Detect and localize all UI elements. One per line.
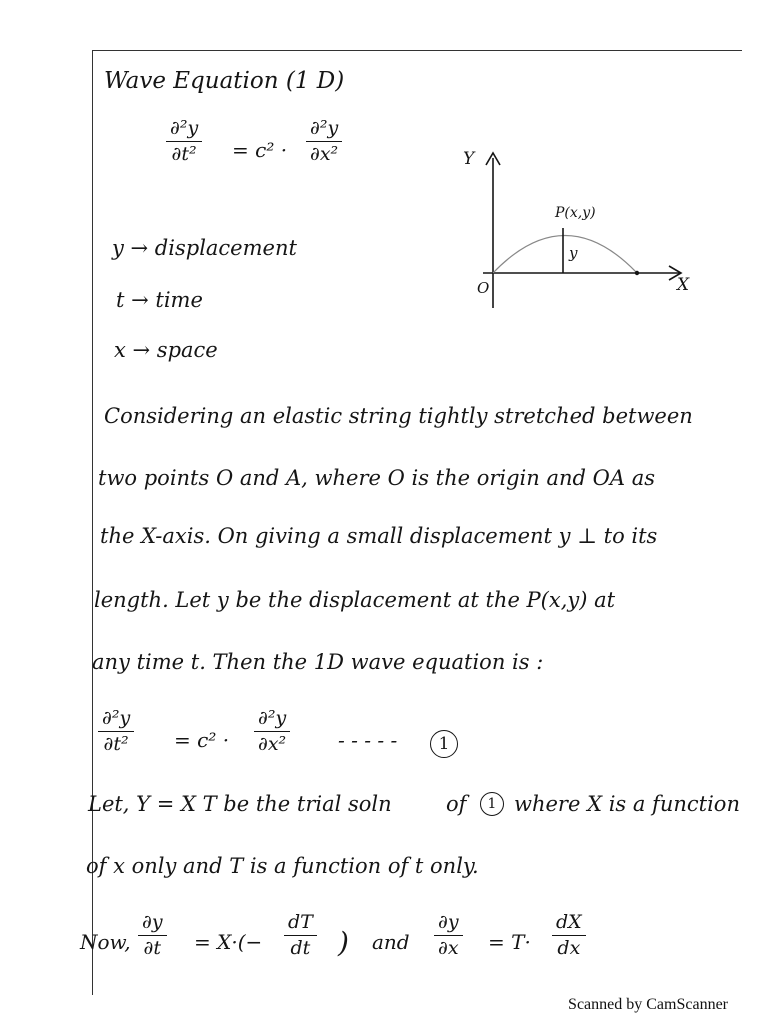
page-top-rule — [92, 50, 742, 51]
eq-main-lhs-num: ∂²y — [166, 118, 202, 142]
let-line-2: of x only and T is a function of t only. — [86, 854, 479, 878]
paragraph-line-5: any time t. Then the 1D wave equation is : — [92, 650, 544, 674]
paragraph-line-3: the X-axis. On giving a small displacement y ⊥ to its — [100, 524, 658, 548]
let-line-tag: 1 — [480, 792, 504, 816]
now-frac-b-num: dT — [284, 912, 317, 936]
let-line-1a: Let, Y = X T be the trial soln — [88, 792, 392, 816]
now-close-paren: ) — [338, 926, 349, 959]
now-frac-b-den: dt — [290, 936, 311, 959]
point-a-dot — [635, 271, 639, 275]
eq-one-rhs-den: ∂x² — [258, 732, 287, 755]
eq-one-lhs — [98, 708, 134, 755]
let-line-1c: where X is a function — [514, 792, 740, 816]
x-axis-label: X — [677, 275, 690, 295]
eq-main-rhs-num: ∂²y — [306, 118, 342, 142]
now-frac-b — [284, 912, 317, 959]
eq-main-op: = c² · — [232, 138, 288, 162]
now-frac-d-num: dX — [552, 912, 586, 936]
now-frac-c-num: ∂y — [434, 912, 463, 936]
eq-one-op: = c² · — [174, 728, 230, 752]
let-line-1b: of — [446, 792, 467, 816]
paragraph-line-2: two points O and A, where O is the origin and OA as — [98, 466, 655, 490]
now-mid-a: = X·(− — [194, 930, 263, 954]
now-and: and — [372, 930, 410, 954]
now-frac-a-num: ∂y — [138, 912, 167, 936]
eq-one-lhs-den: ∂t² — [103, 732, 129, 755]
paragraph-line-4: length. Let y be the displacement at the P(x,y) at — [94, 588, 616, 612]
now-frac-c-den: ∂x — [438, 936, 459, 959]
height-label: y — [569, 244, 578, 262]
string-graph — [455, 140, 705, 315]
string-curve — [493, 236, 637, 274]
definition-time: t → time — [116, 288, 203, 312]
eq-one-rhs-num: ∂²y — [254, 708, 290, 732]
page-title: Wave Equation (1 D) — [104, 68, 345, 94]
eq-main-rhs — [306, 118, 342, 165]
eq-one-tag: 1 — [430, 730, 458, 758]
eq-one-dots: - - - - - — [338, 728, 398, 752]
now-frac-a-den: ∂t — [143, 936, 162, 959]
eq-one-lhs-num: ∂²y — [98, 708, 134, 732]
eq-main-rhs-den: ∂x² — [310, 142, 339, 165]
definition-displacement: y → displacement — [112, 236, 297, 260]
eq-main-lhs — [166, 118, 202, 165]
definition-space: x → space — [114, 338, 218, 362]
y-axis-label: Y — [463, 149, 475, 169]
eq-one-rhs — [254, 708, 290, 755]
scanner-watermark: Scanned by CamScanner — [568, 996, 728, 1013]
eq-main-lhs-den: ∂t² — [171, 142, 197, 165]
point-label: P(x,y) — [555, 205, 596, 221]
now-mid-c: = T· — [488, 930, 531, 954]
now-frac-c — [434, 912, 463, 959]
now-label: Now, — [80, 930, 131, 954]
now-frac-d-den: dx — [557, 936, 581, 959]
now-frac-a — [138, 912, 167, 959]
now-frac-d — [552, 912, 586, 959]
origin-label: O — [477, 279, 490, 297]
paragraph-line-1: Considering an elastic string tightly stretched between — [104, 404, 693, 428]
